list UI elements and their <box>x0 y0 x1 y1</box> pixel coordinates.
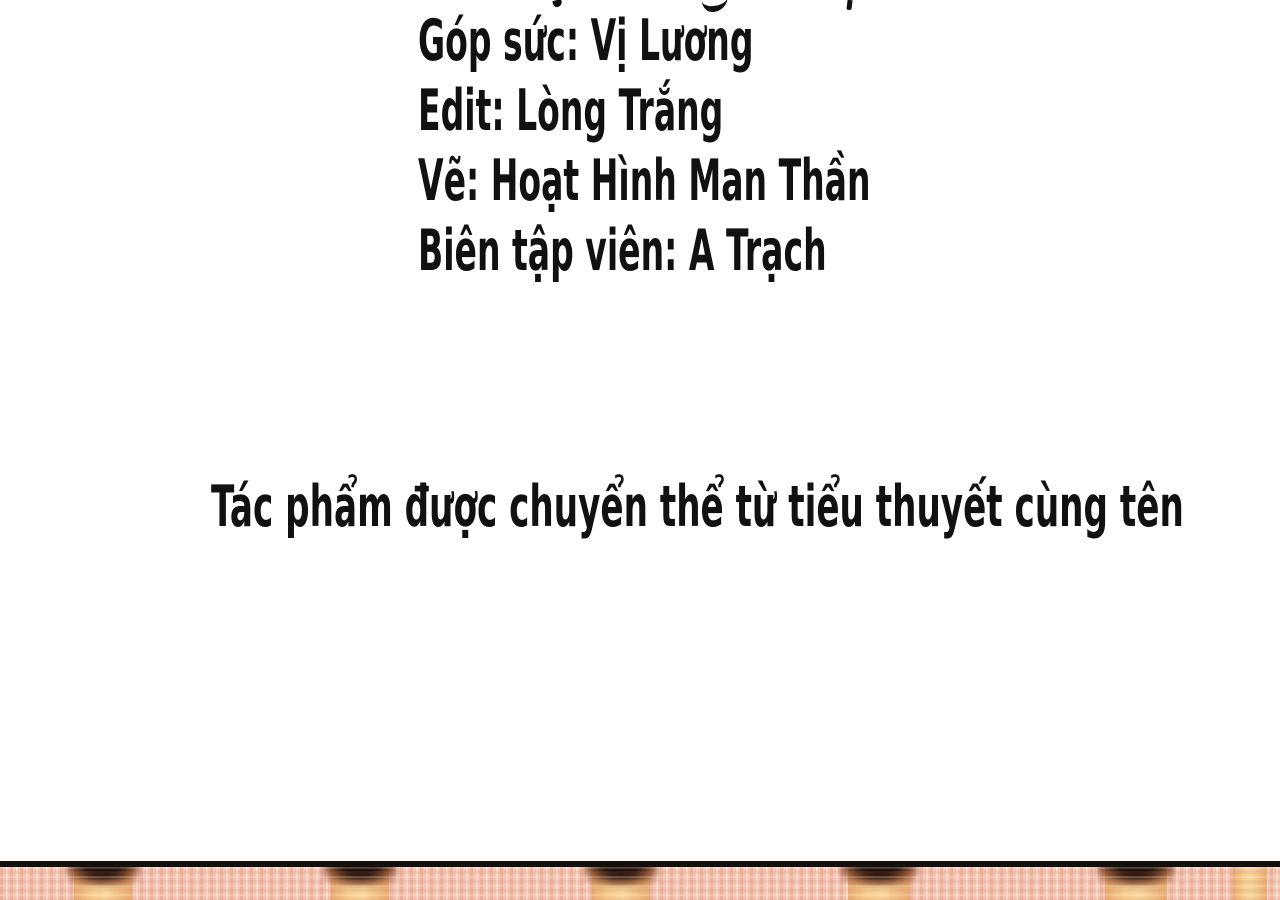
credit-line-ve: Vẽ: Hoạt Hình Man Thần <box>418 148 871 214</box>
adaptation-note: Tác phẩm được chuyển thể từ tiểu thuyết cùng tên <box>211 474 1184 540</box>
next-panel-strip <box>0 861 1280 900</box>
credit-line-gop-suc: Góp sức: Vị Lương <box>418 8 754 74</box>
credit-line-bien-tap-vien: Biên tập viên: A Trạch <box>418 218 827 284</box>
credit-line-edit: Edit: Lòng Trắng <box>418 78 724 144</box>
credits-block <box>418 6 871 286</box>
curtain-bead-texture <box>0 867 1280 900</box>
